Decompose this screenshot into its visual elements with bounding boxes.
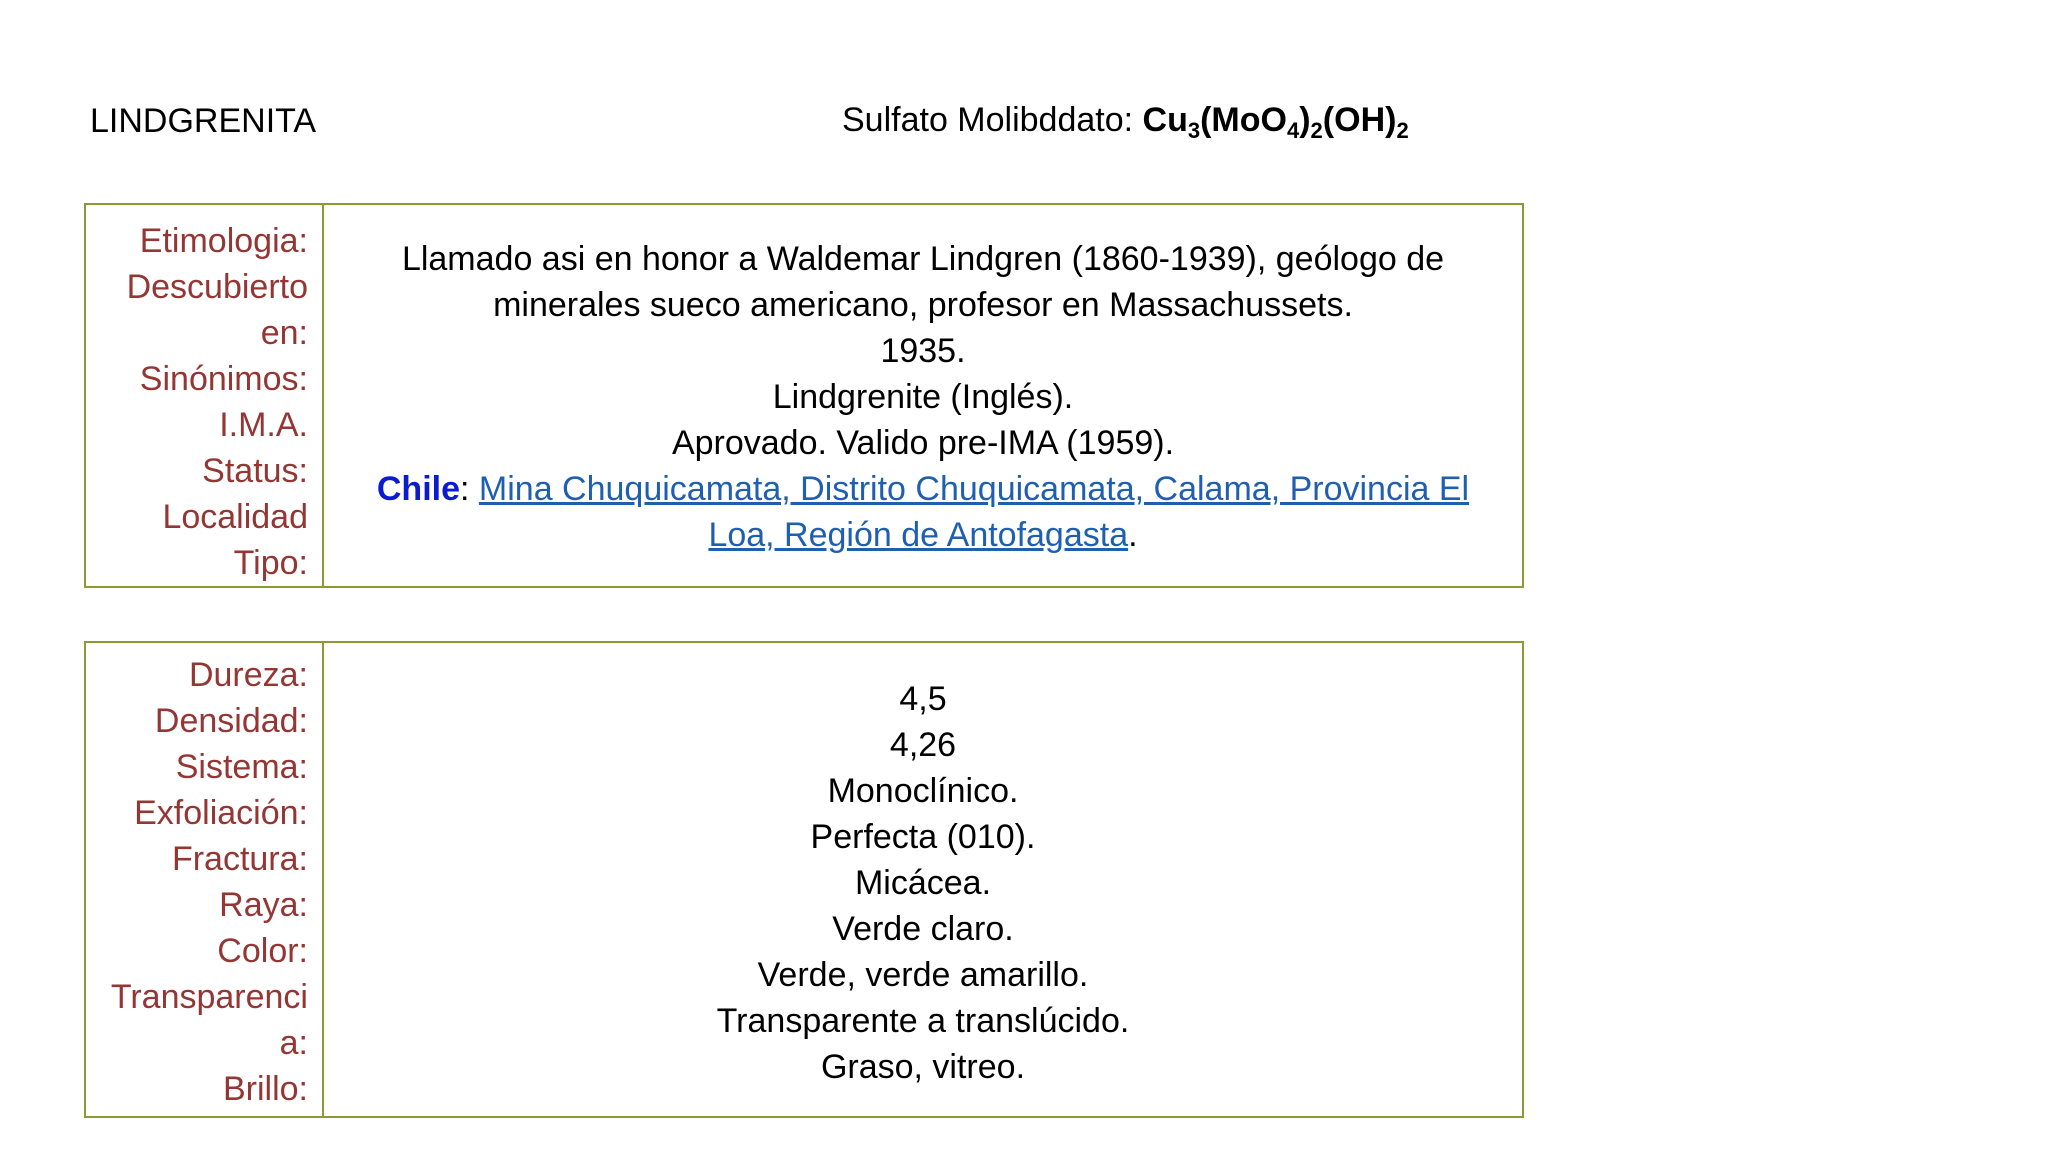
value-sinonimos: Lindgrenite (Inglés). [772, 378, 1074, 416]
label-sinonimos: Sinónimos: [139, 360, 308, 398]
value-raya: Verde claro. [832, 910, 1014, 948]
value-ima-status: Aprovado. Valido pre-IMA (1959). [671, 424, 1175, 462]
label-fractura: Fractura: [171, 840, 308, 878]
value-exfoliacion: Perfecta (010). [810, 818, 1036, 856]
labels-column-physical [86, 643, 324, 1116]
info-table-physical [84, 641, 1524, 1118]
label-descubierto-en: en: [260, 314, 308, 352]
label-ima: I.M.A. [219, 406, 308, 444]
label-exfoliacion: Exfoliación: [134, 794, 308, 832]
value-descubierto: 1935. [880, 332, 966, 370]
value-color: Verde, verde amarillo. [757, 956, 1089, 994]
formula-prefix: Sulfato Molibddato: [842, 101, 1143, 139]
formula-line [842, 98, 1409, 142]
label-tipo: Tipo: [233, 544, 308, 582]
locality-link[interactable]: Mina Chuquicamata, Distrito Chuquicamata, Calama, Provincia El Loa, Región de Antofagasta [478, 470, 1470, 554]
value-etimologia: Llamado asi en honor a Waldemar Lindgren (1860-1939), geólogo de minerales sueco americano, profesor en Massachussets. [401, 240, 1445, 324]
mineral-name: LINDGRENITA [90, 102, 317, 140]
value-localidad-tipo [364, 466, 1482, 558]
label-status: Status: [202, 452, 308, 490]
label-color: Color: [217, 932, 308, 970]
value-transparencia: Transparente a translúcido. [716, 1002, 1130, 1040]
locality-country: Chile [376, 470, 460, 508]
locality-end: . [1128, 516, 1138, 554]
info-table-general [84, 203, 1524, 588]
label-dureza: Dureza: [188, 656, 308, 694]
label-transparencia-end: a: [279, 1024, 308, 1062]
label-localidad: Localidad [162, 498, 308, 536]
labels-column-general [86, 205, 324, 586]
label-brillo: Brillo: [222, 1070, 308, 1108]
value-sistema: Monoclínico. [827, 772, 1019, 810]
values-column-general [324, 205, 1522, 586]
label-etimologia: Etimologia: [139, 222, 308, 260]
label-descubierto: Descubierto [126, 268, 308, 306]
label-sistema: Sistema: [175, 748, 308, 786]
values-column-physical [324, 643, 1522, 1116]
value-fractura: Micácea. [854, 864, 992, 902]
label-transparencia: Transparenci [110, 978, 308, 1016]
label-raya: Raya: [219, 886, 308, 924]
label-densidad: Densidad: [154, 702, 308, 740]
value-brillo: Graso, vitreo. [820, 1048, 1026, 1086]
value-dureza: 4,5 [899, 680, 947, 718]
locality-separator: : [460, 470, 479, 508]
value-densidad: 4,26 [889, 726, 957, 764]
chemical-formula: $Cu_3(MoO_4)_2(OH)_2$ [1142, 101, 1409, 143]
